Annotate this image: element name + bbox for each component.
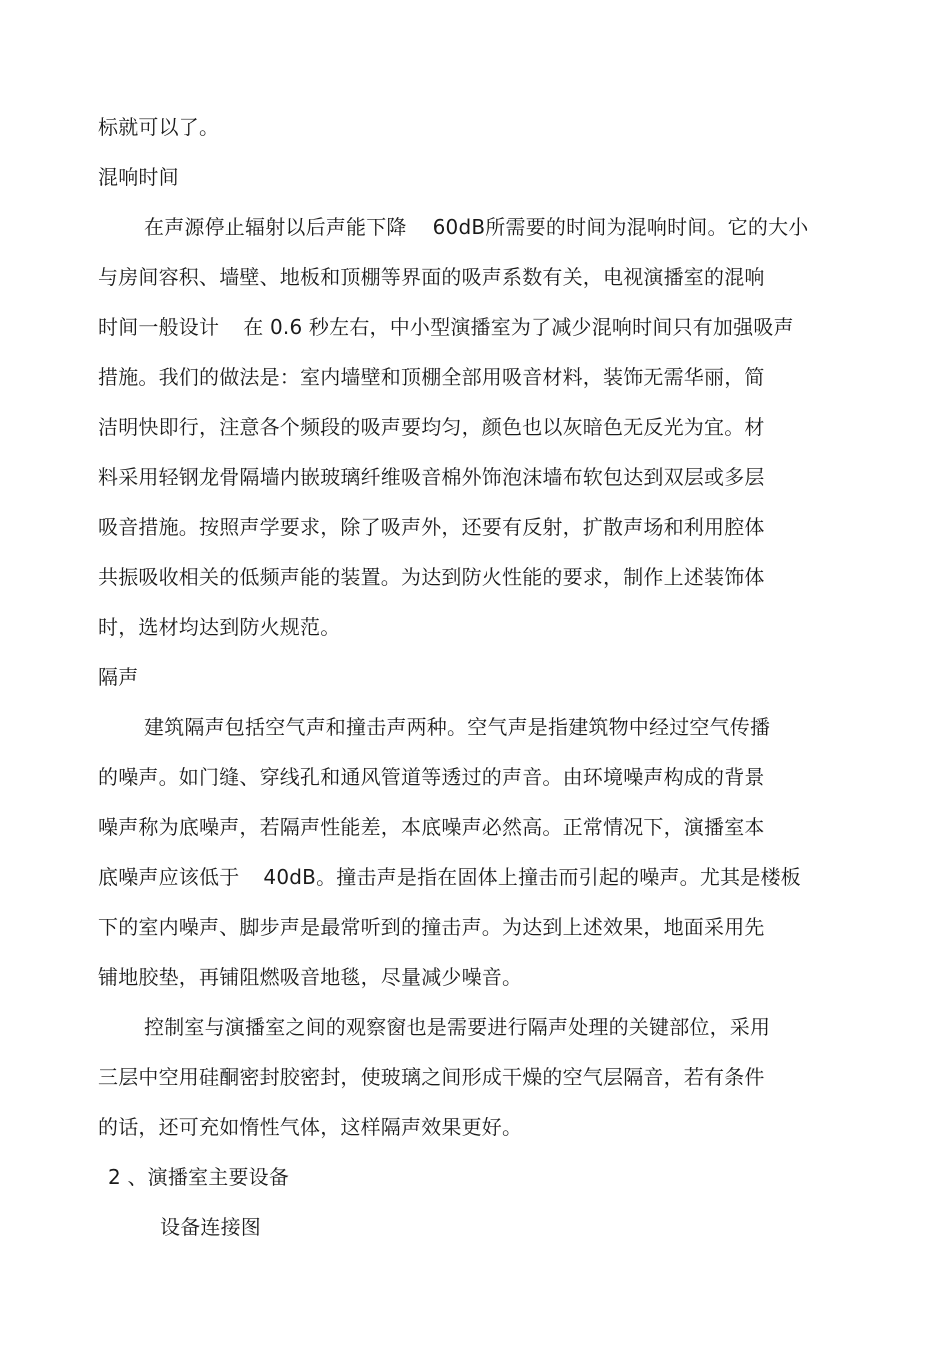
reverb-line-7: 吸音措施。按照声学要求，除了吸声外，还要有反射，扩散声场和利用腔体 — [98, 515, 765, 539]
reverb-line-8: 共振吸收相关的低频声能的装置。为达到防火性能的要求，制作上述装饰体 — [98, 565, 765, 589]
insulation-line-3: 噪声称为底噪声，若隔声性能差，本底噪声必然高。正常情况下，演播室本 — [98, 815, 765, 839]
insulation-line-4 — [98, 863, 801, 891]
reverb-line-9: 时，选材均达到防火规范。 — [98, 615, 341, 639]
heading-reverberation-time: 混响时间 — [98, 165, 179, 189]
text-segment: 60dB所需要的时间为混响时间。它的大小 — [432, 215, 809, 239]
observation-window-line-3: 的话，还可充如惰性气体，这样隔声效果更好。 — [98, 1115, 523, 1139]
text-segment: 在 0.6 秒左右，中小型演播室为了减少混响时间只有加强吸声 — [243, 315, 794, 339]
insulation-line-6: 铺地胶垫，再铺阻燃吸音地毯，尽量减少噪音。 — [98, 965, 523, 989]
text-segment: 底噪声应该低于 — [98, 865, 240, 889]
insulation-line-1: 建筑隔声包括空气声和撞击声两种。空气声是指建筑物中经过空气传播 — [144, 715, 771, 739]
paragraph-tail-line: 标就可以了。 — [98, 115, 220, 139]
reverb-line-6: 料采用轻钢龙骨隔墙内嵌玻璃纤维吸音棉外饰泡沫墙布软包达到双层或多层 — [98, 465, 765, 489]
reverb-line-4: 措施。我们的做法是：室内墙壁和顶棚全部用吸音材料，装饰无需华丽，简 — [98, 365, 765, 389]
text-segment: 40dB。撞击声是指在固体上撞击而引起的噪声。尤其是楼板 — [263, 865, 801, 889]
observation-window-line-2: 三层中空用硅酮密封胶密封，使玻璃之间形成干燥的空气层隔音，若有条件 — [98, 1065, 765, 1089]
text-segment: 时间一般设计 — [98, 315, 220, 339]
heading-sound-insulation: 隔声 — [98, 665, 139, 689]
reverb-line-1 — [144, 213, 808, 241]
text-segment: 在声源停止辐射以后声能下降 — [144, 215, 407, 239]
heading-main-equipment: 2 、演播室主要设备 — [108, 1165, 290, 1189]
reverb-line-3 — [98, 313, 794, 341]
reverb-line-5: 洁明快即行，注意各个频段的吸声要均匀，颜色也以灰暗色无反光为宜。材 — [98, 415, 765, 439]
reverb-line-2: 与房间容积、墙壁、地板和顶棚等界面的吸声系数有关，电视演播室的混响 — [98, 265, 765, 289]
insulation-line-5: 下的室内噪声、脚步声是最常听到的撞击声。为达到上述效果，地面采用先 — [98, 915, 765, 939]
observation-window-line-1: 控制室与演播室之间的观察窗也是需要进行隔声处理的关键部位，采用 — [144, 1015, 771, 1039]
insulation-line-2: 的噪声。如门缝、穿线孔和通风管道等透过的声音。由环境噪声构成的背景 — [98, 765, 765, 789]
subheading-equipment-diagram: 设备连接图 — [160, 1215, 261, 1239]
